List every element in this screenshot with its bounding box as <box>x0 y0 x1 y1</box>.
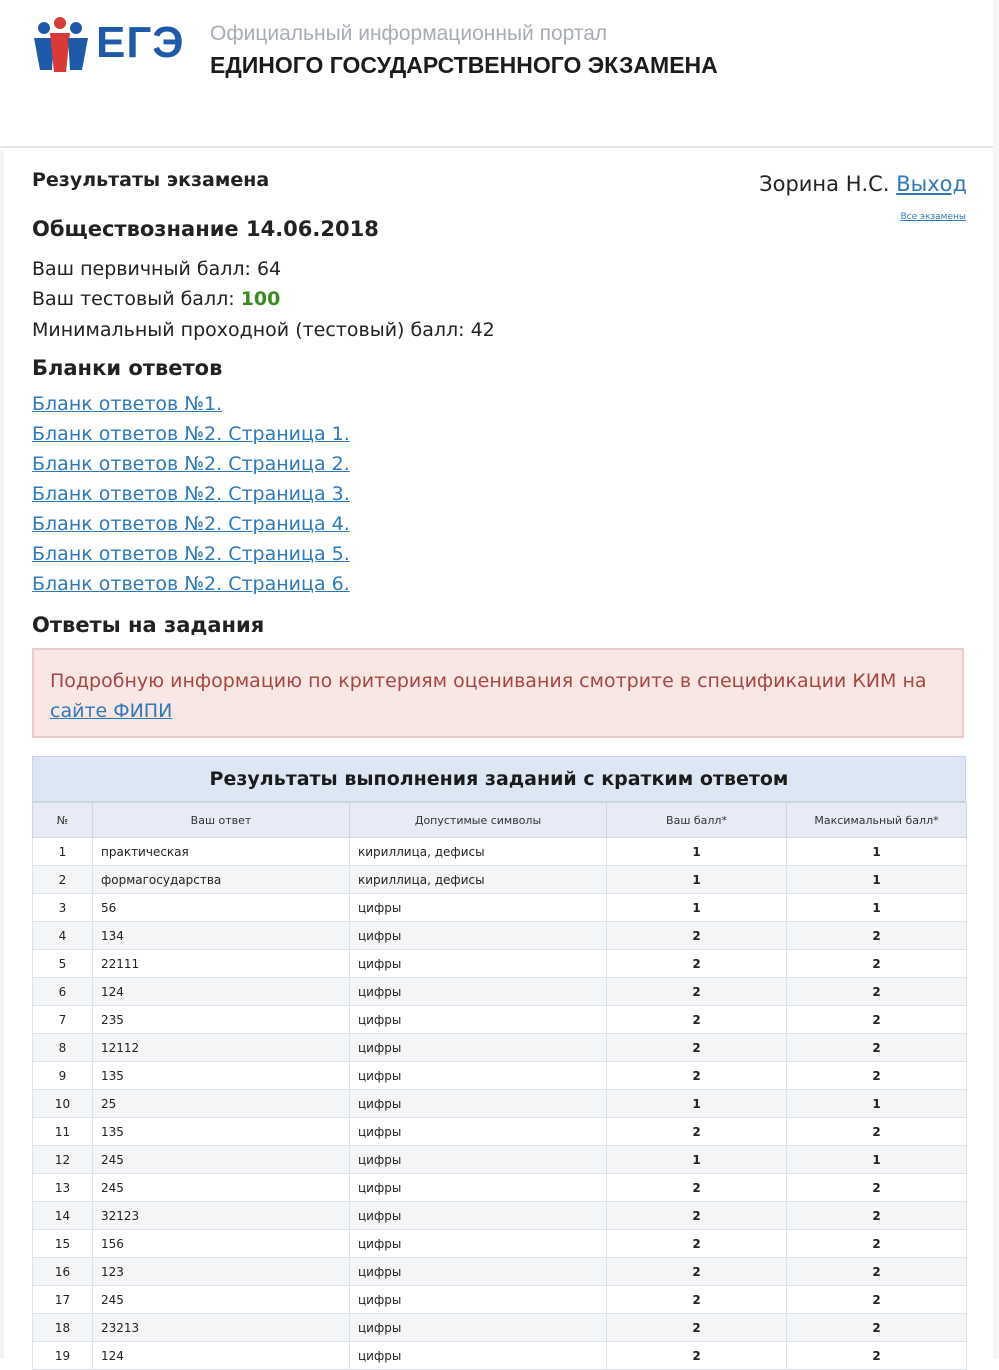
table-row <box>33 1034 967 1062</box>
form-item <box>32 543 350 573</box>
table-header-row <box>33 803 967 838</box>
table-row <box>33 1286 967 1314</box>
row-allowed: цифры <box>350 894 607 922</box>
row-allowed: цифры <box>350 922 607 950</box>
form-link-2-p2[interactable]: Бланк ответов №2. Страница 2. <box>32 453 350 475</box>
row-number: 14 <box>33 1202 93 1230</box>
form-item <box>32 393 350 423</box>
forms-list <box>32 393 350 603</box>
row-score: 1 <box>607 894 787 922</box>
row-answer: 135 <box>93 1062 350 1090</box>
row-allowed: цифры <box>350 1342 607 1370</box>
row-number: 3 <box>33 894 93 922</box>
row-max-score: 2 <box>787 950 967 978</box>
portal-title: ЕДИНОГО ГОСУДАРСТВЕННОГО ЭКЗАМЕНА <box>210 52 718 78</box>
row-answer: 134 <box>93 922 350 950</box>
row-answer: 235 <box>93 1006 350 1034</box>
table-row <box>33 1342 967 1370</box>
table-row <box>33 1230 967 1258</box>
row-score: 2 <box>607 922 787 950</box>
table-row <box>33 894 967 922</box>
form-item <box>32 453 350 483</box>
portal-subtitle: Официальный информационный портал <box>210 22 608 45</box>
row-number: 8 <box>33 1034 93 1062</box>
table-row <box>33 1090 967 1118</box>
form-link-2-p1[interactable]: Бланк ответов №2. Страница 1. <box>32 423 350 445</box>
table-row <box>33 1202 967 1230</box>
row-number: 11 <box>33 1118 93 1146</box>
row-answer: 124 <box>93 1342 350 1370</box>
row-number: 7 <box>33 1006 93 1034</box>
form-link-2-p6[interactable]: Бланк ответов №2. Страница 6. <box>32 573 350 595</box>
row-allowed: цифры <box>350 1090 607 1118</box>
forms-heading: Бланки ответов <box>32 356 223 380</box>
left-border <box>0 150 4 1359</box>
row-max-score: 2 <box>787 1342 967 1370</box>
row-score: 2 <box>607 1230 787 1258</box>
ege-logo-icon <box>30 14 92 76</box>
row-allowed: цифры <box>350 1034 607 1062</box>
form-link-1[interactable]: Бланк ответов №1. <box>32 393 223 415</box>
row-number: 1 <box>33 838 93 866</box>
row-answer: 23213 <box>93 1314 350 1342</box>
row-allowed: цифры <box>350 1006 607 1034</box>
primary-score-value: 64 <box>256 258 282 280</box>
min-score-label: Минимальный проходной (тестовый) балл: <box>32 319 465 341</box>
row-max-score: 2 <box>787 1314 967 1342</box>
site-header <box>0 0 999 148</box>
row-answer: 245 <box>93 1286 350 1314</box>
test-score-label: Ваш тестовый балл: <box>32 288 235 310</box>
right-border <box>993 0 999 1359</box>
test-score-value: 100 <box>240 288 281 310</box>
row-answer: 56 <box>93 894 350 922</box>
primary-score-line <box>32 258 281 280</box>
table-row <box>33 978 967 1006</box>
row-answer: практическая <box>93 838 350 866</box>
row-answer: 123 <box>93 1258 350 1286</box>
col-your-answer: Ваш ответ <box>93 803 350 838</box>
row-score: 2 <box>607 950 787 978</box>
min-score-line <box>32 319 495 341</box>
logout-link[interactable]: Выход <box>896 172 967 196</box>
answers-heading: Ответы на задания <box>32 613 265 637</box>
row-score: 1 <box>607 1090 787 1118</box>
row-number: 9 <box>33 1062 93 1090</box>
form-item <box>32 513 350 543</box>
row-max-score: 2 <box>787 1202 967 1230</box>
form-link-2-p3[interactable]: Бланк ответов №2. Страница 3. <box>32 483 350 505</box>
table-row <box>33 1258 967 1286</box>
table-row <box>33 1006 967 1034</box>
row-score: 2 <box>607 1258 787 1286</box>
row-allowed: кириллица, дефисы <box>350 838 607 866</box>
row-max-score: 2 <box>787 1174 967 1202</box>
ege-logo[interactable] <box>30 14 185 78</box>
row-number: 19 <box>33 1342 93 1370</box>
alert-text: Подробную информацию по критериям оценивания смотрите в спецификации КИМ на <box>50 670 927 692</box>
row-answer: формагосударства <box>93 866 350 894</box>
row-score: 2 <box>607 1006 787 1034</box>
row-score: 2 <box>607 1062 787 1090</box>
row-score: 2 <box>607 978 787 1006</box>
row-allowed: цифры <box>350 1118 607 1146</box>
row-max-score: 1 <box>787 1146 967 1174</box>
form-item <box>32 573 350 603</box>
min-score-value: 42 <box>470 319 495 341</box>
col-allowed-symbols: Допустимые символы <box>350 803 607 838</box>
row-max-score: 2 <box>787 1034 967 1062</box>
table-row <box>33 1062 967 1090</box>
results-heading: Результаты экзамена <box>32 169 270 191</box>
row-allowed: цифры <box>350 1202 607 1230</box>
criteria-alert <box>32 648 964 738</box>
row-number: 13 <box>33 1174 93 1202</box>
form-item <box>32 423 350 453</box>
row-allowed: цифры <box>350 1230 607 1258</box>
row-max-score: 2 <box>787 1006 967 1034</box>
all-exams-link[interactable]: Все экзамены <box>900 212 966 222</box>
table-body <box>33 838 967 1370</box>
row-max-score: 2 <box>787 1258 967 1286</box>
row-score: 2 <box>607 1342 787 1370</box>
row-allowed: цифры <box>350 1174 607 1202</box>
row-answer: 22111 <box>93 950 350 978</box>
subject-title: Обществознание 14.06.2018 <box>32 217 379 241</box>
table-row <box>33 922 967 950</box>
row-score: 2 <box>607 1314 787 1342</box>
row-number: 5 <box>33 950 93 978</box>
row-score: 2 <box>607 1034 787 1062</box>
row-score: 1 <box>607 838 787 866</box>
row-number: 15 <box>33 1230 93 1258</box>
row-answer: 156 <box>93 1230 350 1258</box>
fipi-link[interactable]: сайте ФИПИ <box>50 700 173 722</box>
row-number: 10 <box>33 1090 93 1118</box>
results-table <box>32 802 967 1370</box>
row-answer: 135 <box>93 1118 350 1146</box>
test-score-line <box>32 288 280 310</box>
col-your-score: Ваш балл* <box>607 803 787 838</box>
row-score: 2 <box>607 1118 787 1146</box>
row-number: 4 <box>33 922 93 950</box>
row-answer: 124 <box>93 978 350 1006</box>
row-allowed: кириллица, дефисы <box>350 866 607 894</box>
row-score: 2 <box>607 1202 787 1230</box>
row-allowed: цифры <box>350 1286 607 1314</box>
row-answer: 32123 <box>93 1202 350 1230</box>
row-max-score: 1 <box>787 866 967 894</box>
row-score: 2 <box>607 1286 787 1314</box>
row-max-score: 2 <box>787 1230 967 1258</box>
row-score: 1 <box>607 1146 787 1174</box>
row-allowed: цифры <box>350 1062 607 1090</box>
form-link-2-p5[interactable]: Бланк ответов №2. Страница 5. <box>32 543 350 565</box>
table-row <box>33 1174 967 1202</box>
row-max-score: 2 <box>787 1286 967 1314</box>
form-item <box>32 483 350 513</box>
row-score: 1 <box>607 866 787 894</box>
row-number: 12 <box>33 1146 93 1174</box>
row-number: 2 <box>33 866 93 894</box>
row-number: 6 <box>33 978 93 1006</box>
primary-score-label: Ваш первичный балл: <box>32 258 251 280</box>
row-number: 17 <box>33 1286 93 1314</box>
row-allowed: цифры <box>350 978 607 1006</box>
table-row <box>33 950 967 978</box>
row-max-score: 1 <box>787 838 967 866</box>
row-allowed: цифры <box>350 1146 607 1174</box>
table-row <box>33 1146 967 1174</box>
table-title: Результаты выполнения заданий с кратким ответом <box>32 756 966 802</box>
row-answer: 245 <box>93 1174 350 1202</box>
row-answer: 25 <box>93 1090 350 1118</box>
table-row <box>33 1118 967 1146</box>
table-row <box>33 866 967 894</box>
row-answer: 12112 <box>93 1034 350 1062</box>
row-max-score: 2 <box>787 978 967 1006</box>
col-max-score: Максимальный балл* <box>787 803 967 838</box>
short-answer-results <box>32 756 966 1370</box>
form-link-2-p4[interactable]: Бланк ответов №2. Страница 4. <box>32 513 350 535</box>
row-score: 2 <box>607 1174 787 1202</box>
row-allowed: цифры <box>350 1314 607 1342</box>
row-max-score: 2 <box>787 1062 967 1090</box>
col-number: № <box>33 803 93 838</box>
row-max-score: 2 <box>787 1118 967 1146</box>
row-allowed: цифры <box>350 950 607 978</box>
row-number: 18 <box>33 1314 93 1342</box>
user-name: Зорина Н.С. <box>759 172 890 196</box>
table-row <box>33 838 967 866</box>
user-info <box>759 172 967 196</box>
row-answer: 245 <box>93 1146 350 1174</box>
row-max-score: 1 <box>787 1090 967 1118</box>
logo-text: ЕГЭ <box>96 18 185 67</box>
table-row <box>33 1314 967 1342</box>
row-allowed: цифры <box>350 1258 607 1286</box>
row-number: 16 <box>33 1258 93 1286</box>
row-max-score: 2 <box>787 922 967 950</box>
row-max-score: 1 <box>787 894 967 922</box>
